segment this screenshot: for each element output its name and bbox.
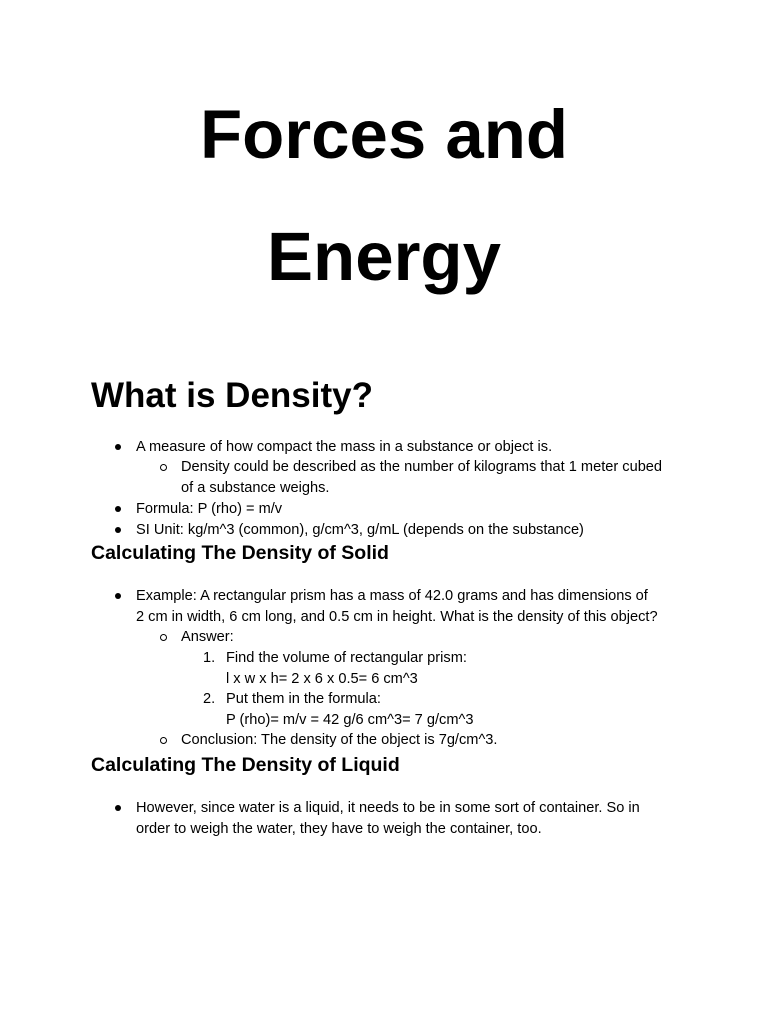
bullet-disc-icon	[115, 593, 121, 599]
bullet-disc-icon	[115, 506, 121, 512]
step-1-line-1: Find the volume of rectangular prism:	[226, 650, 467, 666]
step-1-number: 1.	[203, 650, 216, 666]
bullet-disc-icon	[115, 444, 121, 450]
solid-answer-label: Answer:	[181, 629, 234, 645]
document-title-line-2: Energy	[267, 218, 501, 295]
document-title-line-1: Forces and	[199, 96, 569, 173]
step-2-line-1: Put them in the formula:	[226, 691, 381, 707]
bullet-circle-icon	[160, 464, 167, 471]
solid-example-line-1: Example: A rectangular prism has a mass of 42.0 grams and has dimensions of	[136, 588, 648, 604]
step-1-line-2: l x w x h= 2 x 6 x 0.5= 6 cm^3	[226, 671, 418, 687]
section-heading-liquid: Calculating The Density of Liquid	[91, 754, 400, 776]
section-heading-density: What is Density?	[91, 376, 373, 415]
step-2-number: 2.	[203, 691, 216, 707]
liquid-item-line-2: order to weigh the water, they have to weigh the container, too.	[136, 821, 542, 837]
bullet-circle-icon	[160, 737, 167, 744]
solid-example-line-2: 2 cm in width, 6 cm long, and 0.5 cm in height. What is the density of this object?	[136, 609, 658, 625]
bullet-disc-icon	[115, 805, 121, 811]
bullet-disc-icon	[115, 527, 121, 533]
liquid-item-line-1: However, since water is a liquid, it needs to be in some sort of container. So in	[136, 800, 640, 816]
bullet-circle-icon	[160, 634, 167, 641]
solid-conclusion: Conclusion: The density of the object is 7g/cm^3.	[181, 732, 498, 748]
density-description-line-2: of a substance weighs.	[181, 480, 330, 496]
density-si-unit-item: SI Unit: kg/m^3 (common), g/cm^3, g/mL (depends on the substance)	[136, 522, 584, 538]
step-2-line-2: P (rho)= m/v = 42 g/6 cm^3= 7 g/cm^3	[226, 712, 474, 728]
density-description-line-1: Density could be described as the number of kilograms that 1 meter cubed	[181, 459, 663, 475]
section-heading-solid: Calculating The Density of Solid	[91, 542, 389, 564]
density-formula-item: Formula: P (rho) = m/v	[136, 501, 283, 517]
density-definition-item: A measure of how compact the mass in a substance or object is.	[136, 439, 553, 455]
